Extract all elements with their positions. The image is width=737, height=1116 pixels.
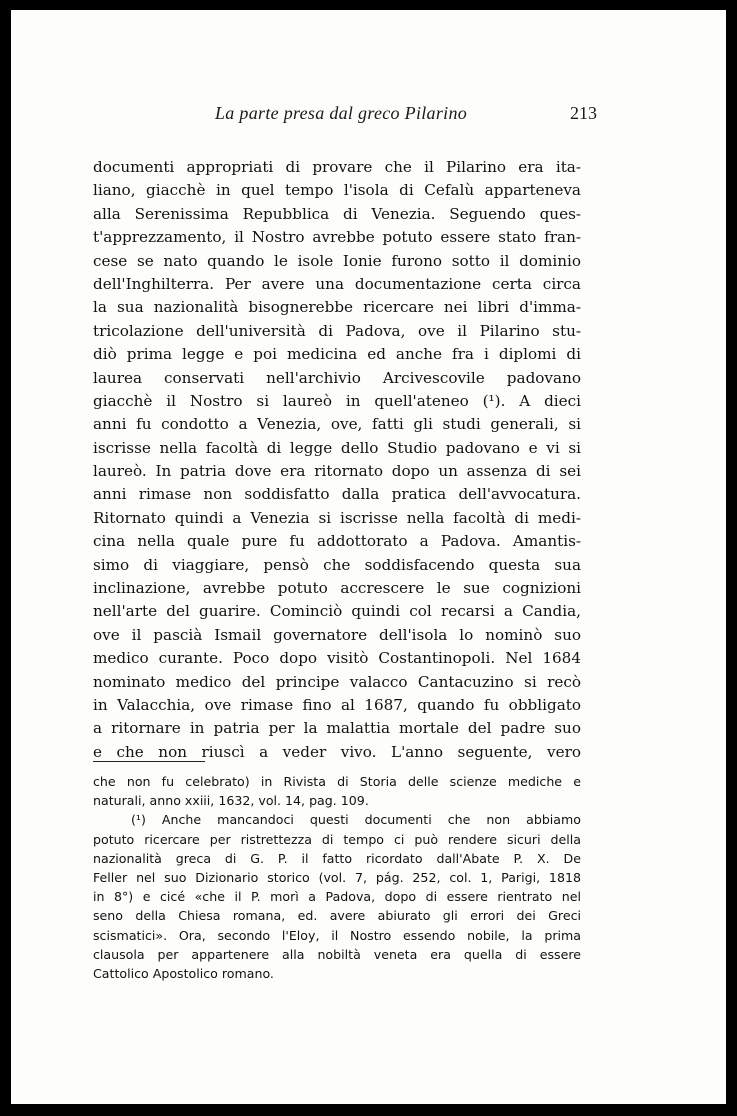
text-line: simo di viaggiare, pensò che soddisfacendo questa sua — [93, 555, 581, 574]
text-line: e che non riuscì a veder vivo. L'anno seguente, vero — [93, 742, 581, 761]
text-line: diò prima legge e poi medicina ed anche fra i diplomi di — [93, 345, 581, 364]
text-line: giacchè il Nostro si laureò in quell'ateneo (¹). A dieci — [93, 391, 581, 410]
text-line: ove il pascià Ismail governatore dell'isola lo nominò suo — [93, 625, 581, 644]
text-line: anni fu condotto a Venezia, ove, fatti gli studi generali, si — [93, 415, 581, 434]
text-line: la sua nazionalità bisognerebbe ricercare nei libri d'imma- — [93, 298, 581, 317]
text-line: laureò. In patria dove era ritornato dopo un assenza di sei — [93, 462, 581, 481]
running-header — [91, 103, 611, 127]
text-line: laurea conservati nell'archivio Arcivescovile padovano — [93, 368, 581, 387]
text-line: dell'Inghilterra. Per avere una documentazione certa circa — [93, 274, 581, 293]
text-line: nell'arte del guarire. Cominciò quindi col recarsi a Candia, — [93, 602, 581, 621]
text-line: tricolazione dell'università di Padova, ove il Pilarino stu- — [93, 321, 581, 340]
footnotes — [93, 772, 581, 983]
text-line: documenti appropriati di provare che il Pilarino era ita- — [93, 158, 581, 176]
text-line: nominato medico del principe valacco Cantacuzino si recò — [93, 672, 581, 691]
footnote-line: Feller nel suo Dizionario storico (vol. 7, pág. 252, col. 1, Parigi, 1818 — [93, 869, 581, 885]
text-line: inclinazione, avrebbe potuto accrescere le sue cognizioni — [93, 579, 581, 598]
header-title: La parte presa dal greco Pilarino — [215, 103, 468, 123]
text-line: in Valacchia, ove rimase fino al 1687, quando fu obbligato — [93, 695, 581, 714]
text-line: anni rimase non soddisfatto dalla pratica dell'avvocatura. — [93, 485, 581, 504]
footnote-line: (¹) Anche mancandoci questi documenti che non abbiamo — [131, 812, 581, 828]
footnote-line: scismatici». Ora, secondo l'Eloy, il Nostro essendo nobile, la prima — [93, 927, 581, 943]
text-line: cese se nato quando le isole Ionie furono sotto il dominio — [93, 251, 581, 270]
main-text — [93, 156, 581, 764]
text-line: t'apprezzamento, il Nostro avrebbe potuto essere stato fran- — [93, 228, 581, 247]
footnote-line: clausola per appartenere alla nobiltà veneta era quella di essere — [93, 946, 581, 962]
footnote-line: che non fu celebrato) in Rivista di Storia delle scienze mediche e — [93, 774, 581, 789]
footnote-line: seno della Chiesa romana, ed. avere abiurato gli errori dei Greci — [93, 908, 581, 924]
footnote-divider — [93, 761, 205, 762]
text-line: cina nella quale pure fu addottorato a Padova. Amantis- — [93, 532, 581, 551]
text-line: medico curante. Poco dopo visitò Costantinopoli. Nel 1684 — [93, 649, 581, 668]
text-line: iscrisse nella facoltà di legge dello Studio padovano e vi si — [93, 438, 581, 457]
text-line: Ritornato quindi a Venezia si iscrisse nella facoltà di medi- — [93, 508, 581, 527]
text-line: a ritornare in patria per la malattia mortale del padre suo — [93, 719, 581, 738]
page-number: 213 — [570, 103, 597, 123]
footnote-line: Cattolico Apostolico romano. — [93, 965, 274, 981]
book-page — [11, 10, 726, 1104]
text-line: alla Serenissima Repubblica di Venezia. Seguendo ques- — [93, 204, 581, 223]
footnote-line: in 8°) e cicé «che il P. morì a Padova, dopo di essere rientrato nel — [93, 889, 581, 905]
footnote-line: nazionalità greca di G. P. il fatto ricordato dall'Abate P. X. De — [93, 850, 581, 866]
text-line: liano, giacchè in quel tempo l'isola di Cefalù apparteneva — [93, 181, 581, 200]
footnote-line: naturali, anno xxiii, 1632, vol. 14, pag. 109. — [93, 793, 369, 809]
footnote-line: potuto ricercare per ristrettezza di tempo ci può rendere sicuri della — [93, 831, 581, 847]
